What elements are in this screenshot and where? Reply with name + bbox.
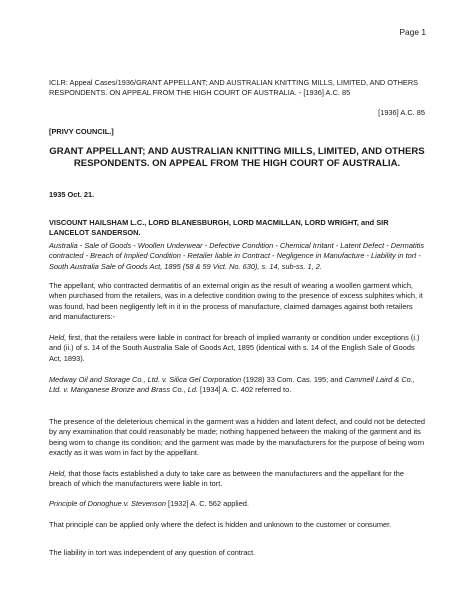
- principle-applied: [49, 499, 425, 509]
- case-title: GRANT APPELLANT; AND AUSTRALIAN KNITTING MILLS, LIMITED, AND OTHERS RESPONDENTS. ON APPEAL FROM THE HIGH COURT OF AUSTRALIA.: [49, 146, 425, 170]
- holding-contract: [49, 333, 425, 364]
- case-name: Cammell Laird & Co., Ltd. v. Manganese Bronze and Brass Co., Ld.: [49, 375, 415, 395]
- case-name: Medway Oil and Storage Co., Ltd. v. Silica Gel Corporation: [49, 375, 242, 384]
- holding-text: that those facts established a duty to take care as between the manufacturers and the appellant for the breach of which the manufacturers were liable in tort.: [49, 469, 404, 489]
- principle-limitation: That principle can be applied only where the defect is hidden and unknown to the customer or consumer.: [49, 520, 392, 529]
- tort-independence: The liability in tort was independent of any question of contract.: [49, 548, 256, 557]
- case-citation: [1934] A. C. 402 referred to.: [198, 385, 292, 395]
- citation-header: ICLR: Appeal Cases/1936/GRANT APPELLANT; AND AUSTRALIAN KNITTING MILLS, LIMITED, AND OTHERS RESPONDENTS. ON APPEAL FROM THE HIGH COURT OF AUSTRALIA. - [1936] A.C. 85: [49, 78, 419, 98]
- holding-tort: [49, 469, 425, 490]
- held-label: Held,: [49, 333, 67, 342]
- catchwords: Australia - Sale of Goods - Woollen Underwear - Defective Condition - Chemical Irritant - Latent Defect - Dermatitis contracted - Breach of Implied Condition - Retailer liable in Contract - Negligence in Manufacture - Liability in tort - South Australia Sale of Goods Act, 1895 (58 & 59 Vict. No. 630), s. 14, sub-ss. 1, 2.: [49, 241, 425, 271]
- holding-text: first, that the retailers were liable in contract for breach of implied warranty or condition under exceptions (i.) and (ii.) of s. 14 of the South Australia Sale of Goods Act, 1895 (identical with s. 14 of the English Sale of Goods Act, 1893).: [49, 333, 420, 363]
- judges-list: VISCOUNT HAILSHAM L.C., LORD BLANESBURGH, LORD MACMILLAN, LORD WRIGHT, and SIR LANCELOT SANDERSON.: [49, 218, 389, 238]
- citation-reference: [1936] A.C. 85: [378, 108, 425, 117]
- page-number: Page 1: [399, 27, 426, 37]
- principle-citation: [1932] A. C. 562 applied.: [165, 499, 249, 508]
- decision-date: 1935 Oct. 21.: [49, 190, 95, 199]
- case-citation: (1928) 33 Com. Cas. 195; and: [241, 375, 345, 384]
- headnote-paragraph: The appellant, who contracted dermatitis of an external origin as the result of wearing a woollen garment which, when purchased from the retailers, was in a defective condition owing to the presence of excess sulphites which, it was found, had been negligently left in it in the process of manufacture, claimed damages against both retailers and manufacturers:-: [49, 281, 423, 322]
- court-name: [PRIVY COUNCIL.]: [49, 127, 114, 136]
- principle-name: Principle of Donoghue v. Stevenson: [49, 499, 166, 508]
- facts-paragraph: The presence of the deleterious chemical in the garment was a hidden and latent defect, and could not be detected by any examination that could reasonably be made; nothing happened between the making of the garment and its being worn to change its condition; and the garment was made by the manufacturers for the purpose of being worn exactly as it was worn in fact by the appellant.: [49, 417, 425, 458]
- cases-referred: [49, 375, 425, 396]
- held-label: Held,: [49, 469, 67, 478]
